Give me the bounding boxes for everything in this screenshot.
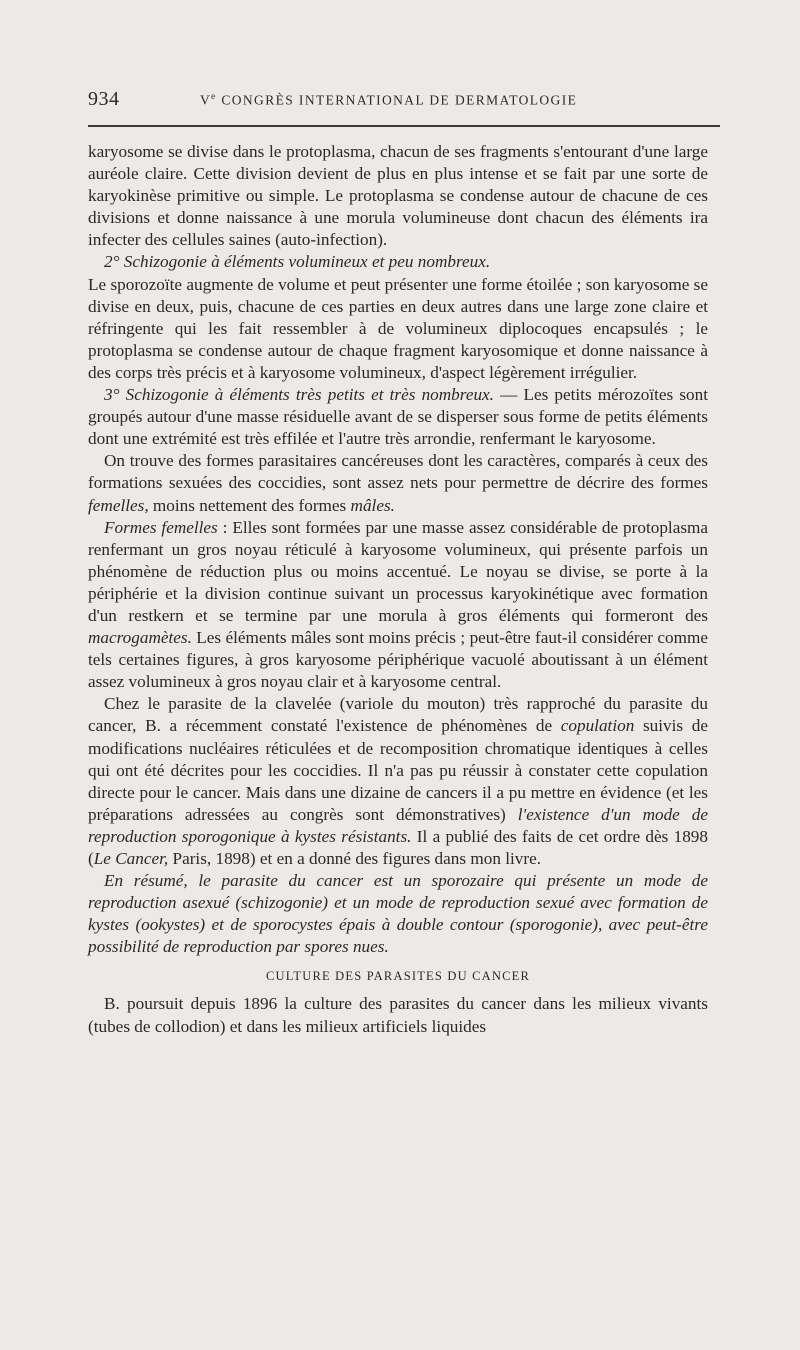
paragraph-1: karyosome se divise dans le protoplasma, chacun de ses fragments s'entourant d'une large auréole claire. Cette division devient de plus en plus intense et se fait par une sorte de karyokinèse primitive ou simple. Le protoplasma se condense autour de chacune de ces divisions et donne naissance à une morula volumineuse dont chacun des éléments ira infecter des cellules saines (auto-infection). <box>88 142 708 250</box>
section-title: CULTURE DES PARASITES DU CANCER <box>265 969 531 984</box>
subheading-schizogonie-2 <box>88 251 708 273</box>
paragraph-6-text-a: : Elles sont formées par une masse assez considérable de protoplasma renfermant un gros noyau réticulé à karyosome volumineux, qui présente parfois un phénomène de réduction plus ou moins accentué. Le noyau se divise, se porte à la périphérie et la division continue suivant un processus karyokinétique avec formation d'un restkern et se termine par une morula à gros éléments qui formeront des <box>88 517 709 625</box>
title-superscript: e <box>211 91 217 101</box>
paragraph-7 <box>88 693 708 870</box>
paragraph-5-text-a: On trouve des formes parasitaires cancéreuses dont les caractères, comparés à ceux des formations sexuées des coccidies, sont assez nets pour permettre de décrire des formes <box>88 451 708 493</box>
title-rest: CONGRÈS INTERNATIONAL DE DERMATOLOGIE <box>216 92 578 108</box>
paragraph-6 <box>88 517 708 694</box>
running-head <box>88 88 720 116</box>
term-macrogametes: macrogamètes. <box>88 628 192 648</box>
paragraph-9: B. poursuit depuis 1896 la culture des parasites du cancer dans les milieux vivants (tubes de collodion) et dans les milieux artificiels liquides <box>88 994 708 1036</box>
paragraph-5-text-b: moins nettement des formes <box>148 495 351 515</box>
term-femelles: femelles, <box>88 495 149 515</box>
paragraph-6-text-b: Les éléments mâles sont moins précis ; peut-être faut-il considérer comme tels certaines figures, à gros karyosome périphérique vacuolé aboutissant à un élément assez volumineux à gros noyau clair et à karyosome central. <box>88 628 708 692</box>
subheading-text: 2° Schizogonie à éléments volumineux et peu nombreux. <box>104 252 491 272</box>
term-sporogonique: l'existence d'un mode de reproduction sporogonique à kystes résistants. <box>88 804 709 846</box>
paragraph-7-text-a: Chez le parasite de la clavelée (variole du mouton) très rapproché du parasite du cancer, B. a récemment constaté l'existence de phénomènes de <box>88 694 708 736</box>
header-rule <box>88 125 720 127</box>
paragraph-4 <box>88 384 708 450</box>
body-text <box>88 141 708 1038</box>
title-ordinal: V <box>200 92 212 108</box>
page-number: 934 <box>88 88 120 110</box>
summary-text: En résumé, le parasite du cancer est un sporozaire qui présente un mode de reproduction asexué (schizogonie) et un mode de reproduction sexué avec formation de kystes (ookystes) et de sporocystes épais à double contour (sporogonie), avec peut-être possibilité de reproduction par spores nues. <box>88 871 708 957</box>
paragraph-4-text: — Les petits mérozoïtes sont groupés autour d'une masse résiduelle avant de se disperser sous forme de petits éléments dont une extrémité est très effilée et l'autre très arrondie, renfermant le karyosome. <box>88 385 708 449</box>
paragraph-7-text-b: suivis de modifications nucléaires réticulées et de recomposition chromatique identiques à celles qui ont été décrites pour les coccidies. Il n'a pas pu réussir à constater cette copulation directe pour le cancer. Mais dans une dizaine de cancers il a pu mettre en évidence (et les préparations adressées au congrès sont démonstratives) <box>88 716 708 824</box>
citation-le-cancer: Le Cancer, <box>93 849 169 868</box>
subheading-schizogonie-3: 3° Schizogonie à éléments très petits et très nombreux. <box>104 385 494 405</box>
term-formes-femelles: Formes femelles <box>104 517 218 537</box>
term-copulation: copulation <box>560 716 635 736</box>
paragraph-7-text-d: Paris, 1898) et en a donné des figures dans mon livre. <box>168 849 542 868</box>
running-title <box>200 91 577 109</box>
paragraph-5 <box>88 450 708 516</box>
paragraph-3: Le sporozoïte augmente de volume et peut présenter une forme étoilée ; son karyosome se divise en deux, puis, chacune de ces parties en deux autres dans une large zone claire et réfringente qui les fait ressembler à de volumineux diplocoques encapsulés ; le protoplasma se condense autour de chaque fragment karyosomique et donne naissance à des corps très précis et à karyosome volumineux, d'aspect légèrement irrégulier. <box>88 274 708 382</box>
summary-paragraph <box>88 870 708 958</box>
paragraph-7-text-c: Il a publié des faits de cet ordre dès 1898 ( <box>88 826 708 868</box>
term-males: mâles. <box>350 495 395 515</box>
